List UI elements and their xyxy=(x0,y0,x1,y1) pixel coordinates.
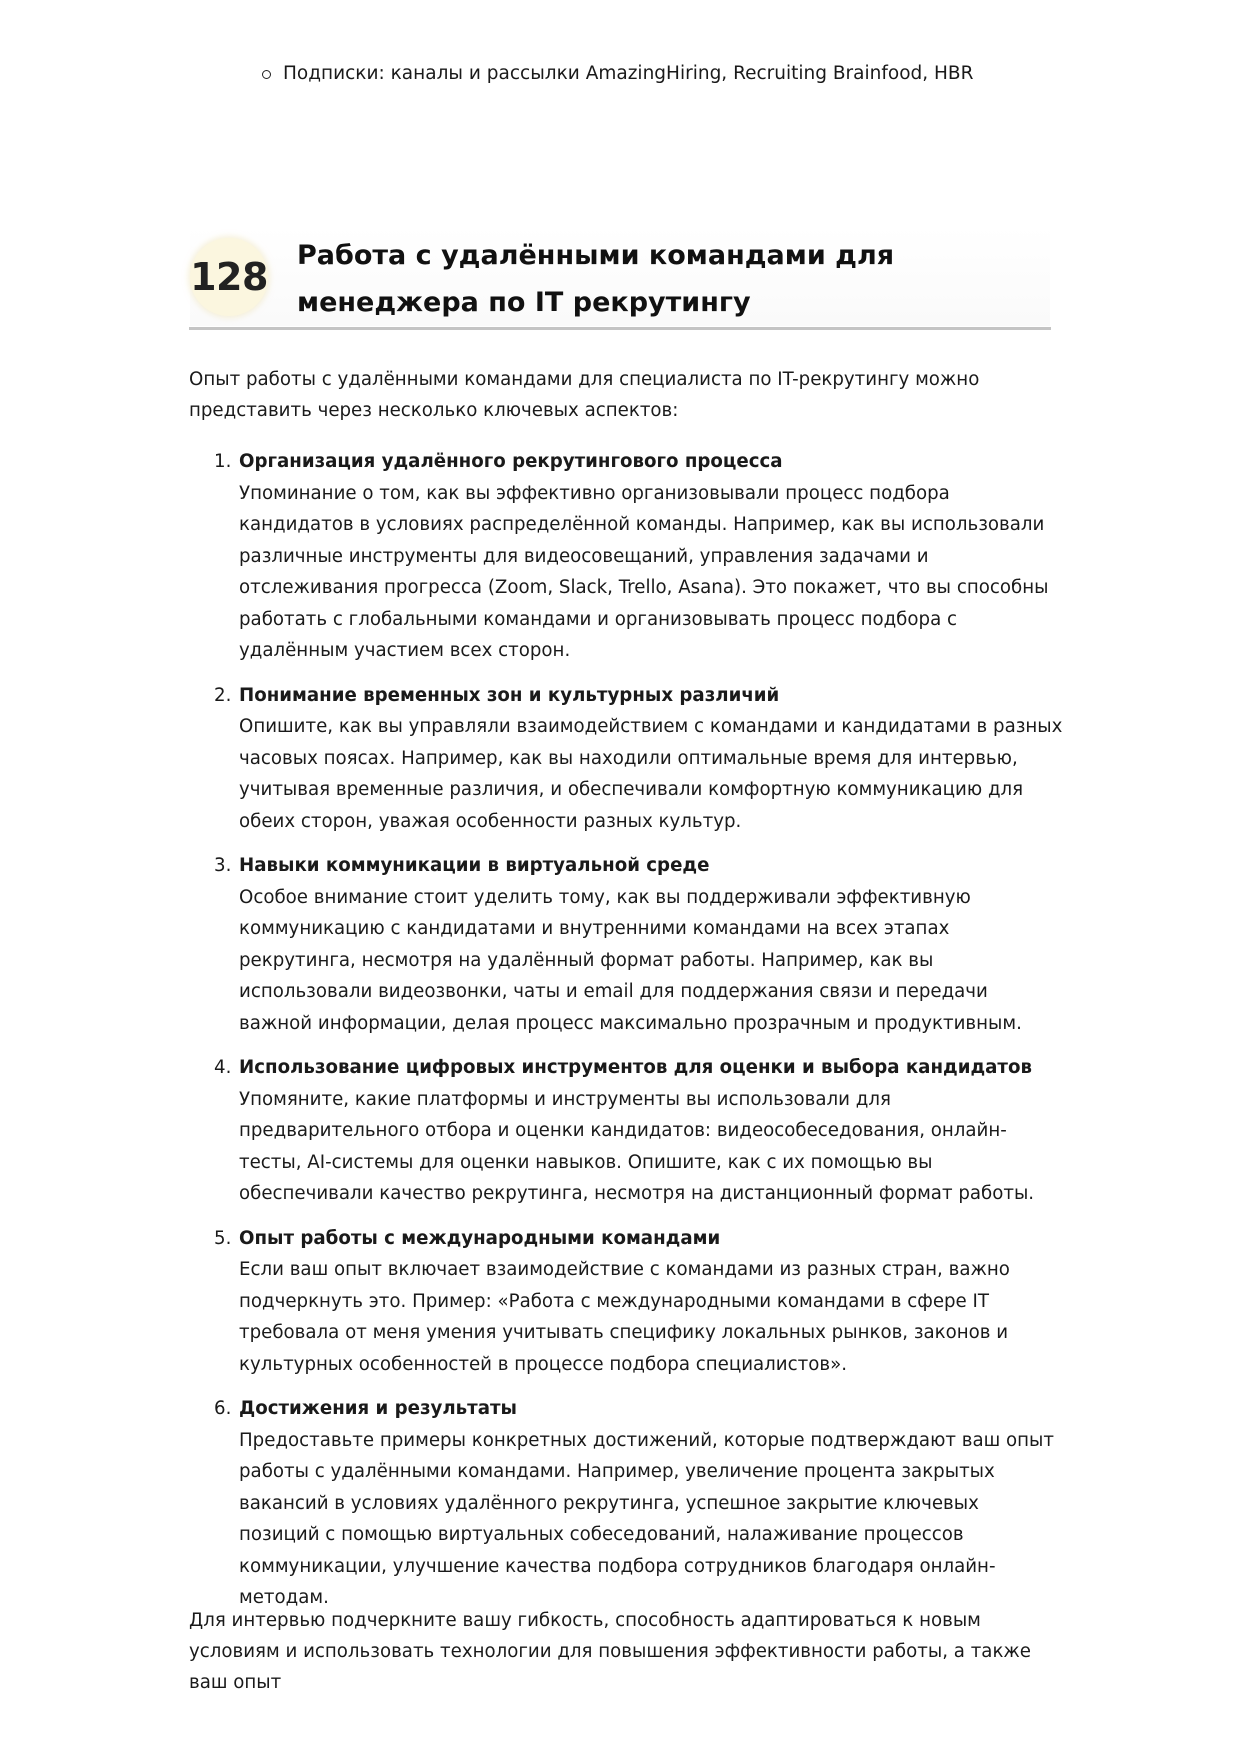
list-item xyxy=(214,680,1064,838)
list-item-body: Упоминание о том, как вы эффективно организовывали процесс подбора кандидатов в условиях распределённой команды. Например, как вы использовали различные инструменты для видеосовещаний, управления задачами и отслеживания прогресса (Zoom, Slack, Trello, Asana). Это покажет, что вы способны работать с глобальными командами и организовывать процесс подбора с удалённым участием всех сторон. xyxy=(239,482,1049,661)
section-number-badge xyxy=(190,238,268,316)
section-title: Работа с удалёнными командами для менеджера по IT рекрутингу xyxy=(297,240,895,318)
outro-paragraph: Для интервью подчеркните вашу гибкость, способность адаптироваться к новым условиям и использовать технологии для повышения эффективности работы, а также ваш опыт xyxy=(189,1610,1031,1693)
list-item-title: Организация удалённого рекрутингового процесса xyxy=(239,451,783,472)
aspects-list xyxy=(214,446,1064,1627)
list-item-title: Навыки коммуникации в виртуальной среде xyxy=(239,855,710,876)
list-item xyxy=(214,1223,1064,1381)
hollow-bullet-icon xyxy=(262,70,271,79)
list-item xyxy=(214,850,1064,1039)
list-item-number: 5. xyxy=(214,1227,232,1249)
list-item-title: Использование цифровых инструментов для оценки и выбора кандидатов xyxy=(239,1057,1032,1078)
list-item xyxy=(214,1052,1064,1210)
intro-paragraph: Опыт работы с удалёнными командами для специалиста по IT-рекрутингу можно представить через несколько ключевых аспектов: xyxy=(189,369,980,421)
list-item-body: Опишите, как вы управляли взаимодействием с командами и кандидатами в разных часовых поясах. Например, как вы находили оптимальные время для интервью, учитывая временные различия, и обеспечивали комфортную коммуникацию для обеих сторон, уважая особенности разных культур. xyxy=(239,716,1063,832)
list-item-number: 4. xyxy=(214,1057,232,1078)
list-item-body: Если ваш опыт включает взаимодействие с командами из разных стран, важно подчеркнуть это. Пример: «Работа с международными командами в сфере IT требовала от меня умения учитывать специфику локальных рынков, законов и культурных особенностей в процессе подбора специалистов». xyxy=(239,1259,1010,1375)
subscriptions-text: Подписки: каналы и рассылки AmazingHiring, Recruiting Brainfood, HBR xyxy=(283,63,974,84)
list-item-title: Понимание временных зон и культурных различий xyxy=(239,684,780,706)
list-item-number: 1. xyxy=(214,451,232,472)
list-item-number: 3. xyxy=(214,855,232,876)
list-item-body: Особое внимание стоит уделить тому, как вы поддерживали эффективную коммуникацию с кандидатами и внутренними командами на всех этапах рекрутинга, несмотря на удалённый формат работы. Например, как вы использовали видеозвонки, чаты и email для поддержания связи и передачи важной информации, делая процесс максимально прозрачным и продуктивным. xyxy=(239,886,1022,1034)
list-item xyxy=(214,446,1064,667)
list-item-title: Опыт работы с международными командами xyxy=(239,1227,721,1249)
subscriptions-bullet xyxy=(262,61,973,87)
list-item-body: Предоставьте примеры конкретных достижений, которые подтверждают ваш опыт работы с удалёнными командами. Например, увеличение процента закрытых вакансий в условиях удалённого рекрутинга, успешное закрытие ключевых позиций с помощью виртуальных собеседований, налаживание процессов коммуникации, улучшение качества подбора сотрудников благодаря онлайн-методам. xyxy=(239,1429,1055,1608)
list-item-body: Упомяните, какие платформы и инструменты вы использовали для предварительного отбора и оценки кандидатов: видеособеседования, онлайн-тесты, AI-системы для оценки навыков. Опишите, как с их помощью вы обеспечивали качество рекрутинга, несмотря на дистанционный формат работы. xyxy=(239,1088,1035,1204)
list-item-number: 2. xyxy=(214,684,232,706)
section-number: 128 xyxy=(190,255,268,299)
list-item-number: 6. xyxy=(214,1398,232,1419)
list-item xyxy=(214,1393,1064,1614)
list-item-title: Достижения и результаты xyxy=(239,1398,517,1419)
